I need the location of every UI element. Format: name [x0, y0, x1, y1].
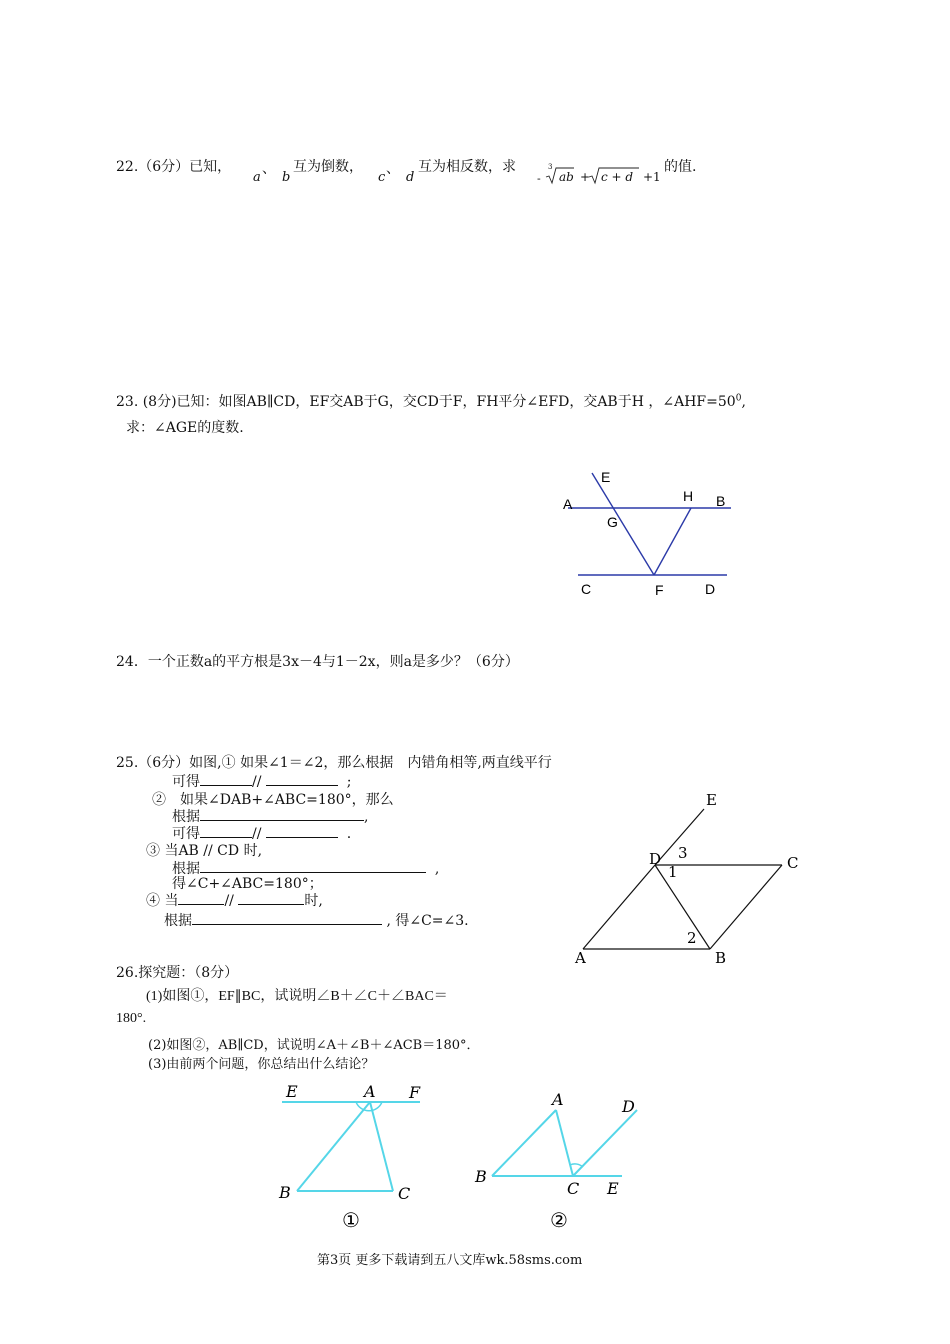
blank[interactable] [200, 771, 252, 786]
q25-l1-parallel: // [252, 774, 262, 790]
blank[interactable] [266, 823, 338, 838]
q23-degree-sup: 0 [735, 393, 742, 404]
blank[interactable] [178, 890, 224, 905]
q25-l6-prefix: 根据 [172, 861, 200, 877]
label-D: D [705, 581, 716, 597]
label-A: A [364, 1082, 376, 1101]
label-F: F [409, 1083, 421, 1102]
q26-p3: (3)由前两个问题，你总结出什么结论？ [148, 1057, 375, 1072]
line-AB [297, 1102, 370, 1191]
q26-figure-1 [278, 1080, 448, 1250]
blank[interactable] [266, 771, 338, 786]
line-AB [492, 1110, 556, 1176]
line-AC [370, 1102, 393, 1191]
blank[interactable] [238, 890, 304, 905]
label-A: A [563, 496, 573, 512]
label-F: F [655, 582, 664, 598]
label-A: A [552, 1090, 564, 1109]
page-footer: 第3页 更多下载请到五八文库wk.58sms.com [317, 1253, 583, 1268]
label-D: D [622, 1097, 635, 1116]
line-BC [710, 865, 782, 949]
q25-l9-prefix: 根据 [164, 913, 192, 929]
label-D: D [649, 850, 662, 868]
var-c: c [378, 170, 386, 185]
q22-plus1: + [580, 170, 591, 184]
blank[interactable] [192, 910, 382, 925]
blank[interactable] [200, 858, 426, 873]
label-3: 3 [678, 844, 688, 862]
label-B: B [716, 493, 726, 509]
q25-l9-end: , 得∠C=∠3. [386, 913, 469, 929]
label-C: C [567, 1179, 580, 1198]
label-E: E [286, 1082, 298, 1101]
q22 [116, 156, 231, 176]
q26-head: 26.探究题：（8分） [116, 965, 239, 981]
label-B: B [279, 1183, 291, 1202]
line-DB [655, 865, 710, 949]
q25-l8-end: 时, [304, 893, 323, 909]
label-E: E [607, 1179, 619, 1198]
label-2: 2 [687, 929, 697, 947]
q25-l4-parallel: // [252, 826, 262, 842]
q22-sep2: 、 [386, 161, 400, 177]
q25-line5: ③ 当AB // CD 时, [146, 843, 263, 859]
caption: ② [550, 1208, 568, 1232]
q25-line8 [146, 890, 323, 910]
q25-l1-prefix: 可得 [172, 774, 200, 790]
label-B: B [715, 949, 727, 967]
q25-l4-end: . [346, 826, 352, 842]
q24: 24．一个正数a的平方根是3x－4与1－2x，则a是多少？（6分） [116, 654, 519, 670]
q25-l3-prefix: 根据 [172, 809, 200, 825]
q25-l4-prefix: 可得 [172, 826, 200, 842]
q22-suffix: 的值. [664, 159, 697, 175]
var-d: d [406, 170, 415, 185]
q25-l6-end: , [434, 861, 440, 877]
q23-figure [560, 465, 760, 615]
var-b: b [282, 170, 291, 185]
q22-root-index: 3 [548, 163, 553, 171]
label-C: C [581, 581, 592, 597]
q25-line1 [172, 771, 352, 791]
label-G: G [607, 514, 618, 530]
label-B: B [475, 1167, 487, 1186]
q22-ab: ab [559, 170, 574, 184]
q25-line7: 得∠C+∠ABC=180°； [172, 876, 323, 892]
q26-figure-2 [470, 1085, 660, 1255]
label-C: C [398, 1184, 411, 1203]
label-A: A [575, 949, 586, 967]
line-AC [556, 1110, 573, 1176]
q22-mid2: 互为相反数，求 [418, 159, 516, 175]
q25-head: 25.（6分）如图,① 如果∠1＝∠2，那么根据 内错角相等,两直线平行 [116, 755, 552, 771]
q22-cd: c + d [601, 170, 634, 184]
label-C: C [787, 854, 799, 872]
q26-p1: (1)如图①，EF∥BC，试说明∠B＋∠C＋∠BAC＝ [146, 989, 448, 1004]
caption: ① [342, 1208, 360, 1232]
q26-p1b: 180°. [116, 1011, 147, 1026]
q22-sep1: 、 [262, 161, 276, 177]
q25-l3-end: , [364, 809, 369, 825]
q22-minus: - [537, 172, 541, 185]
var-a: a [253, 170, 261, 185]
line-EF [592, 473, 654, 575]
q22-plus-one: +1 [643, 170, 661, 184]
line-FH [654, 508, 691, 575]
q23-line1-text: 23. (8分)已知：如图AB∥CD，EF交AB于G，交CD于F，FH平分∠EFD，交AB于H ，∠AHF=50 [116, 394, 736, 410]
q25-l8-parallel: // [224, 893, 234, 909]
label-E: E [706, 791, 717, 809]
blank[interactable] [200, 823, 252, 838]
q25-l1-end: ; [346, 774, 352, 790]
q25-line9 [164, 910, 469, 930]
q25-line2: ② 如果∠DAB+∠ABC=180°，那么 [152, 792, 394, 808]
blank[interactable] [200, 806, 364, 821]
label-H: H [683, 488, 694, 504]
q23-line1-end: , [741, 394, 746, 410]
q25-l8-prefix: ④ 当 [146, 893, 179, 909]
q22-mid1: 互为倒数， [293, 159, 363, 175]
q26-p2: (2)如图②，AB∥CD，试说明∠A＋∠B＋∠ACB＝180°． [148, 1038, 480, 1053]
q25-figure [570, 785, 810, 975]
label-E: E [601, 469, 611, 485]
q23-line1 [116, 391, 746, 411]
label-1: 1 [668, 863, 678, 881]
q22-prefix: 22.（6分）已知， [116, 159, 232, 175]
line-DA [583, 865, 655, 949]
q23-line2: 求：∠AGE的度数. [126, 420, 244, 436]
